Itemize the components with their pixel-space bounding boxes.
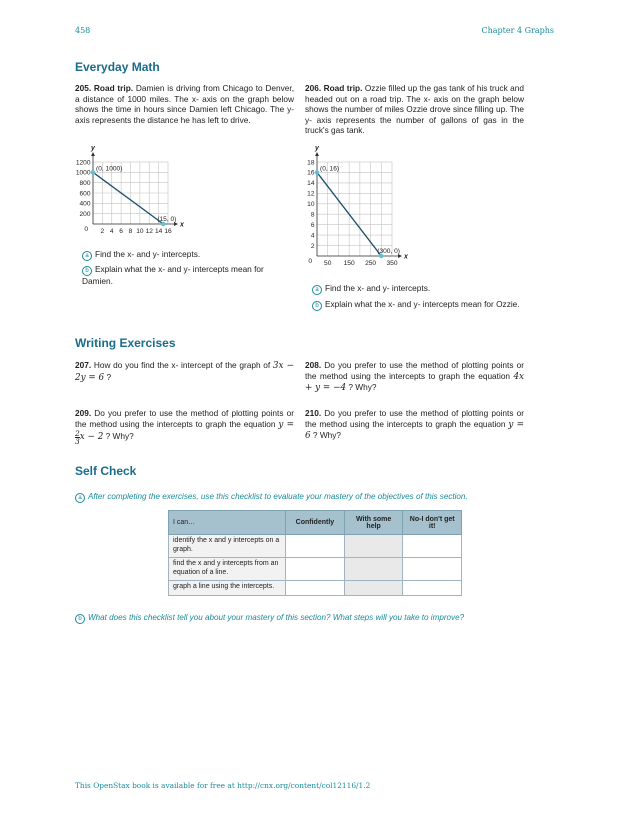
y-tick-label: 200 [79,210,91,218]
exercise-205-text: Damien is driving from Chicago to Denver, a distance of 1000 miles. The x- axis on the graph below shows the time in hours since Damien left Chicago. The y- axis represents the distance he has left to drive. [75,83,295,125]
origin-label: 0 [308,258,312,265]
x-tick-label: 150 [343,260,355,267]
y-tick-label: 4 [310,232,315,240]
letter-a-circle: a [75,493,85,503]
x-axis-label: x [180,221,184,229]
y-tick-label: 6 [310,221,315,229]
exercise-206-text: Ozzie filled up the gas tank of his truck and headed out on a road trip. The x- axis on the graph below shows the number of miles Ozzie drove since filling up. The y- axis represents the number of gallons of gas in the truck's gas tank. [305,83,524,136]
letter-a-circle: a [82,251,92,261]
letter-a-circle: a [312,285,322,295]
row-label: find the x and y intercepts from an equation of a line. [169,558,286,581]
self-check-instruction-b-text: What does this checklist tell you about your mastery of this section? What steps will you take to improve? [88,613,465,622]
checkbox-cell-with-some-help[interactable] [344,581,403,596]
x-tick-label: 8 [128,228,133,235]
chart-205 [62,140,202,240]
self-check-instruction-b [75,613,535,624]
header-with-some-help: With some help [344,511,403,535]
exercise-206-part-a [312,283,522,295]
y-tick-label: 400 [79,200,91,208]
y-axis-arrow-icon [315,152,319,156]
exercise-209-end: ? Why? [105,431,134,442]
row-label: identify the x and y intercepts on a graph. [169,535,286,558]
y-tick-label: 1200 [75,159,91,167]
table-row [169,535,462,558]
exercise-206-number: 206. [305,83,322,93]
series-line [93,172,163,224]
chart-205-series [91,165,177,226]
exercise-209-number: 209. [75,408,92,418]
exercise-207-text: How do you find the x- intercept of the graph of [93,360,271,370]
header-no-i-dont-get-it: No-I don't get it! [403,511,462,535]
table-row [169,558,462,581]
point-label: (0, 16) [320,165,340,173]
data-point [315,170,319,174]
x-tick-label: 12 [145,228,153,235]
y-tick-label: 800 [79,179,91,187]
row-label: graph a line using the intercepts. [169,581,286,596]
y-tick-label: 12 [307,190,315,198]
section-self-check: Self Check [75,464,137,478]
exercise-208-text: Do you prefer to use the method of plotting points or the method using the intercepts to graph the equation [305,360,524,381]
exercise-210 [305,408,524,442]
x-tick-label: 6 [119,228,123,235]
exercise-210-text: Do you prefer to use the method of plotting points or the method using the intercepts to graph the equation [305,408,524,429]
checkbox-cell-confidently[interactable] [285,581,344,596]
y-axis-label: y [315,145,319,152]
data-point [91,170,95,174]
exercise-205 [75,83,294,125]
exercise-209-eq-rest: x − 2 [79,432,104,443]
y-axis-label: y [91,145,95,152]
point-label: (300, 0) [377,248,401,255]
y-tick-label: 600 [79,190,91,198]
page-number: 458 [75,26,91,35]
exercise-208 [305,360,524,394]
exercise-206 [305,83,524,136]
fraction-denominator: 3 [75,437,80,447]
y-tick-label: 16 [307,169,315,177]
section-writing-exercises: Writing Exercises [75,336,176,350]
y-tick-label: 18 [307,159,315,167]
x-tick-label: 16 [164,228,172,235]
exercise-207-equation: 3x − 2y = 6 [75,361,294,383]
y-tick-label: 14 [307,180,315,188]
exercise-206-part-b [312,299,522,311]
checkbox-cell-with-some-help[interactable] [344,535,403,558]
origin-label: 0 [84,226,88,233]
exercise-205-part-a-text: Find the x- and y- intercepts. [95,249,201,259]
y-tick-label: 1000 [75,169,91,177]
checkbox-cell-no[interactable] [403,535,462,558]
exercise-207-end: ? [106,371,112,382]
chapter-title: Chapter 4 Graphs [481,26,554,35]
fraction-numerator: 2 [75,429,80,439]
exercise-205-number: 205. [75,83,92,93]
exercise-205-part-b [82,264,282,287]
x-tick-label: 4 [109,228,114,235]
x-tick-label: 2 [100,228,105,235]
exercise-208-equation: 4x + y = −4 [305,371,524,394]
exercise-207-number: 207. [75,360,92,370]
exercise-209 [75,408,294,445]
grid-border [317,162,392,256]
y-tick-label: 2 [310,242,315,250]
point-label: (15, 0) [157,216,177,223]
exercise-206-title: Road trip. [323,83,363,93]
x-tick-label: 350 [386,260,398,267]
header-confidently: Confidently [285,511,344,535]
self-check-instruction-a-text: After completing the exercises, use this checklist to evaluate your mastery of the objectives of this section. [88,492,468,501]
exercise-210-equation: y = 6 [305,419,525,442]
table-row [169,581,462,596]
self-check-table [168,510,462,596]
exercise-208-end: ? Why? [348,382,377,393]
letter-b-circle: b [82,266,92,276]
exercise-209-text: Do you prefer to use the method of plotting points or the method using the intercepts to graph the equation [75,408,294,429]
exercise-207 [75,360,294,383]
checkbox-cell-no[interactable] [403,558,462,581]
exercise-208-number: 208. [305,360,322,370]
x-tick-label: 10 [136,228,144,235]
x-tick-label: 50 [324,260,332,267]
checkbox-cell-with-some-help[interactable] [344,558,403,581]
checkbox-cell-no[interactable] [403,581,462,596]
x-tick-label: 250 [365,260,377,267]
y-axis-arrow-icon [91,152,95,156]
exercise-206-part-b-text: Explain what the x- and y- intercepts mean for Ozzie. [325,299,520,309]
exercise-205-part-b-text: Explain what the x- and y- intercepts mean for Damien. [82,264,264,286]
x-tick-label: 14 [154,228,163,235]
table-header-row [169,511,462,535]
point-label: (0, 1000) [96,165,123,173]
checkbox-cell-confidently[interactable] [285,558,344,581]
exercise-205-title: Road trip. [93,83,134,93]
exercise-205-part-a [82,249,282,261]
footer-text: This OpenStax book is available for free at http://cnx.org/content/col12116/1.2 [75,781,371,790]
exercise-206-part-a-text: Find the x- and y- intercepts. [325,283,431,293]
checkbox-cell-confidently[interactable] [285,535,344,558]
chart-206-axes [314,145,408,261]
section-everyday-math: Everyday Math [75,60,160,74]
self-check-instruction-a [75,492,535,503]
letter-b-circle: b [75,614,85,624]
exercise-210-number: 210. [305,408,322,418]
chart-206-grid [317,162,392,256]
exercise-210-end: ? Why? [312,430,342,441]
letter-b-circle: b [312,301,322,311]
chart-206 [298,140,408,274]
header-i-can: I can… [169,511,286,535]
exercise-209-eq-y: y = [278,419,295,430]
y-tick-label: 10 [307,201,315,209]
x-axis-label: x [404,253,408,261]
y-tick-label: 8 [310,211,315,219]
